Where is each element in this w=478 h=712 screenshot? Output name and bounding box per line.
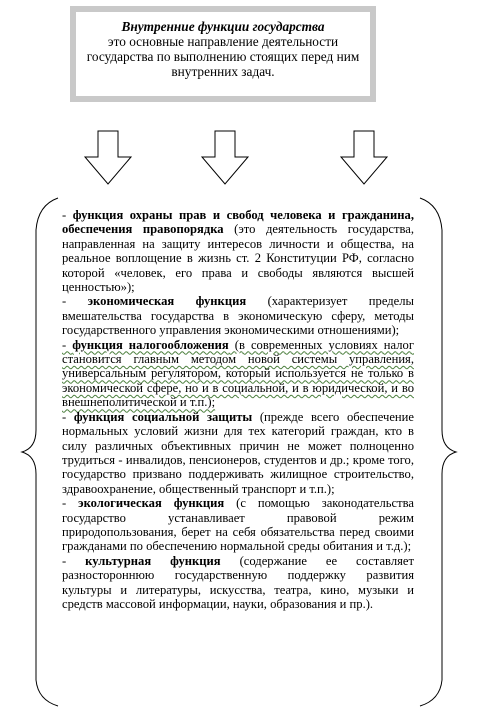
list-item <box>62 208 414 294</box>
function-name: функция охраны прав и свобод человека и гражданина, обеспечения правопорядка <box>62 208 414 237</box>
header-text: это основные направление деятельности государства по выполнению стоящих перед ним внутренних задач. <box>86 34 360 79</box>
function-name: функция социальной защиты <box>73 409 253 424</box>
functions-list <box>62 208 414 611</box>
function-name: функция налогообложения <box>72 337 229 352</box>
list-item <box>62 554 414 612</box>
right-brace-icon <box>420 198 456 706</box>
function-name: экологическая функция <box>78 496 225 511</box>
function-description: (прежде всего обеспечение нормальных условий жизни для тех категорий граждан, кто в силу различных объективных причин не может полноценно трудиться - инвалидов, пенсионеров, студентов и др.; кроме того, государство призвано поддерживать жилищное строительство, здравоохранение, общественный транспорт и т.п.); <box>62 409 415 496</box>
list-item <box>62 496 414 554</box>
header-title: Внутренние функции государства <box>121 19 325 34</box>
function-description: (это деятельность государства, направленная на защиту интересов личности и общества, на реальное воплощение в жизнь ст. 2 Конституции РФ, согласно которой «человек, его права и свободы являются высшей ценностью»); <box>62 222 414 295</box>
item-prefix: - <box>62 337 73 352</box>
list-item <box>62 294 414 337</box>
item-prefix: - <box>62 409 74 424</box>
item-prefix: - <box>62 208 73 222</box>
function-description: (содержание ее составляет разностороннюю государственную поддержку развития культуры и литературы, искусства, театра, кино, музыки и средств массовой информации, науки, образования и пр.). <box>62 553 414 611</box>
list-item <box>62 410 414 496</box>
function-name: культурная функция <box>85 553 221 568</box>
item-prefix: - <box>62 294 88 309</box>
function-description: (с помощью законодательства государство устанавливает правовой режим природопользования, берет на себя обязательства перед своими гражданами по обеспечению нормальной среды обитания и т.д.); <box>62 496 415 554</box>
item-prefix: - <box>62 496 79 511</box>
item-prefix: - <box>62 553 86 568</box>
left-brace-icon <box>22 198 58 706</box>
function-description: (характеризует пределы вмешательства государства в экономическую сферу, методы государственного управления экономическими отношениями); <box>62 294 414 338</box>
function-name: экономическая функция <box>87 294 247 309</box>
function-description: (в современных условиях налог становится главным методом новой системы управления, универсальным регулятором, который используется не только в экономической сфере, но и в социальной, и в юридической, и во внешнеполитической и т.п.); <box>62 337 414 410</box>
list-item <box>62 338 414 410</box>
